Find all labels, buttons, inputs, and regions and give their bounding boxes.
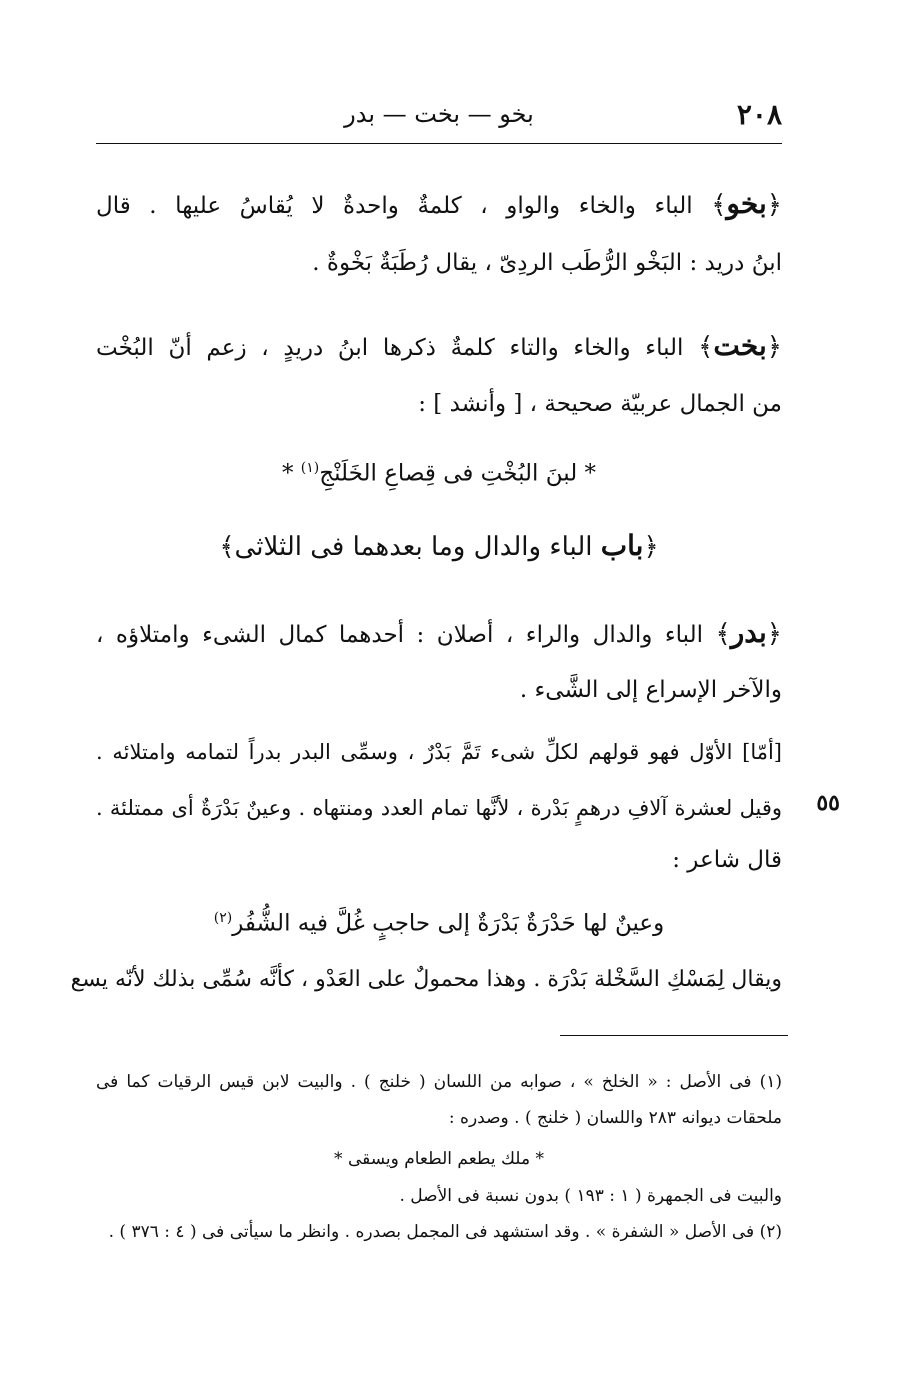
footnote-1-line-2: ملحقات ديوانه ٢٨٣ واللسان ( خلنج ) . وصدره : [448, 1108, 782, 1128]
chapter-title: الباء والدال وما بعدهما فى الثلاثى [234, 532, 593, 562]
footnote-ref-2: (٢) [213, 910, 233, 926]
entry-badr-line-4: وقيل لعشرة آلافِ درهمٍ بَدْرة ، لأنَّها تمام العدد ومنتهاه . وعينٌ بَدْرَةٌ أى ممتلئة . [96, 796, 782, 820]
footnote-ref-1: (١) [300, 460, 320, 476]
entry-bakht-line-1: ﴿بخت﴾ الباء والخاء والتاء كلمةٌ ذكرها ابنُ دريدٍ ، زعم أنّ البُخْت [96, 329, 782, 362]
entry-bakht-text-1: الباء والخاء والتاء كلمةٌ ذكرها ابنُ دريدٍ ، زعم أنّ البُخْت [96, 335, 684, 361]
margin-number: ٥٥ [816, 790, 840, 816]
entry-badr-line-1: ﴿بدر﴾ الباء والدال والراء ، أصلان : أحدهما كمال الشىء وامتلاؤه ، [96, 616, 783, 649]
footnote-1-line-3: والبيت فى الجمهرة ( ١ : ١٩٣ ) بدون نسبة فى الأصل . [399, 1186, 782, 1206]
footnote-2: (٢) فى الأصل « الشفرة » . وقد استشهد فى المجمل بصدره . وانظر ما سيأتى فى ( ٤ : ٣٧٦ ) . [108, 1222, 782, 1242]
headword-badr: بدر [730, 616, 767, 649]
entry-bakhw-line-1: ﴿بخو﴾ الباء والخاء والواو ، كلمةٌ واحدةٌ لا يُقاسُ عليها . قال [96, 187, 782, 220]
entry-badr-line-5: قال شاعر : [672, 847, 782, 873]
entry-badr-verse [96, 900, 782, 942]
entry-badr-text-1: الباء والدال والراء ، أصلان : أحدهما كمال الشىء وامتلاؤه ، [96, 622, 704, 648]
entry-badr-line-2: والآخر الإسراع إلى الشَّىء . [519, 677, 782, 703]
verse-star: * [281, 460, 294, 487]
verse-text: * لبنَ البُخْتِ فى قِصاعِ الخَلَنْجِ [319, 460, 597, 487]
verse-text: وعينٌ لها حَدْرَةٌ بَدْرَةٌ إلى حاجبٍ غُلَّ فيه الشُّفُر [232, 910, 665, 937]
page-number: ٢٠٨ [736, 98, 782, 131]
entry-bakhw-line-2: ابنُ دريد : البَخْو الرُّطَب الردِىّ ، يقال رُطَبَةٌ بَخْوةٌ . [312, 250, 782, 276]
footnote-1-line-1: (١) فى الأصل : « الخلخ » ، صوابه من اللسان ( خلنج ) . والبيت لابن قيس الرقيات كما فى [96, 1072, 782, 1092]
entry-bakht-line-2: من الجمال عربيّة صحيحة ، [ وأنشد ] : [418, 391, 782, 417]
page-header [96, 98, 782, 138]
headword-bakht: بخت [713, 329, 767, 362]
footnote-1-verse: * ملك يطعم الطعام ويسقى * [334, 1149, 544, 1169]
headword-bakhw: بخو [726, 187, 767, 220]
entry-badr-line-6: ويقال لِمَسْكِ السَّخْلة بَدْرَة . وهذا محمولٌ على العَدْو ، كأنَّه سُمِّى بذلك لأنّه يسع [70, 967, 782, 992]
chapter-bab: باب [600, 529, 644, 562]
entry-badr-line-3: [أمّا] الأوّل فهو قولهم لكلِّ شىء تَمَّ بَدْرٌ ، وسمِّى البدر بدراً لتمامه وامتلائه . [96, 740, 782, 764]
entry-bakhw-text-1: الباء والخاء والواو ، كلمةٌ واحدةٌ لا يُقاسُ عليها . قال [96, 193, 693, 219]
entry-bakht-verse [96, 450, 782, 492]
running-title: بخو — بخت — بدر [344, 100, 534, 128]
header-rule [96, 143, 782, 144]
footnote-rule [560, 1035, 788, 1036]
chapter-heading: ﴿باب الباء والدال وما بعدهما فى الثلاثى﴾ [219, 529, 659, 562]
